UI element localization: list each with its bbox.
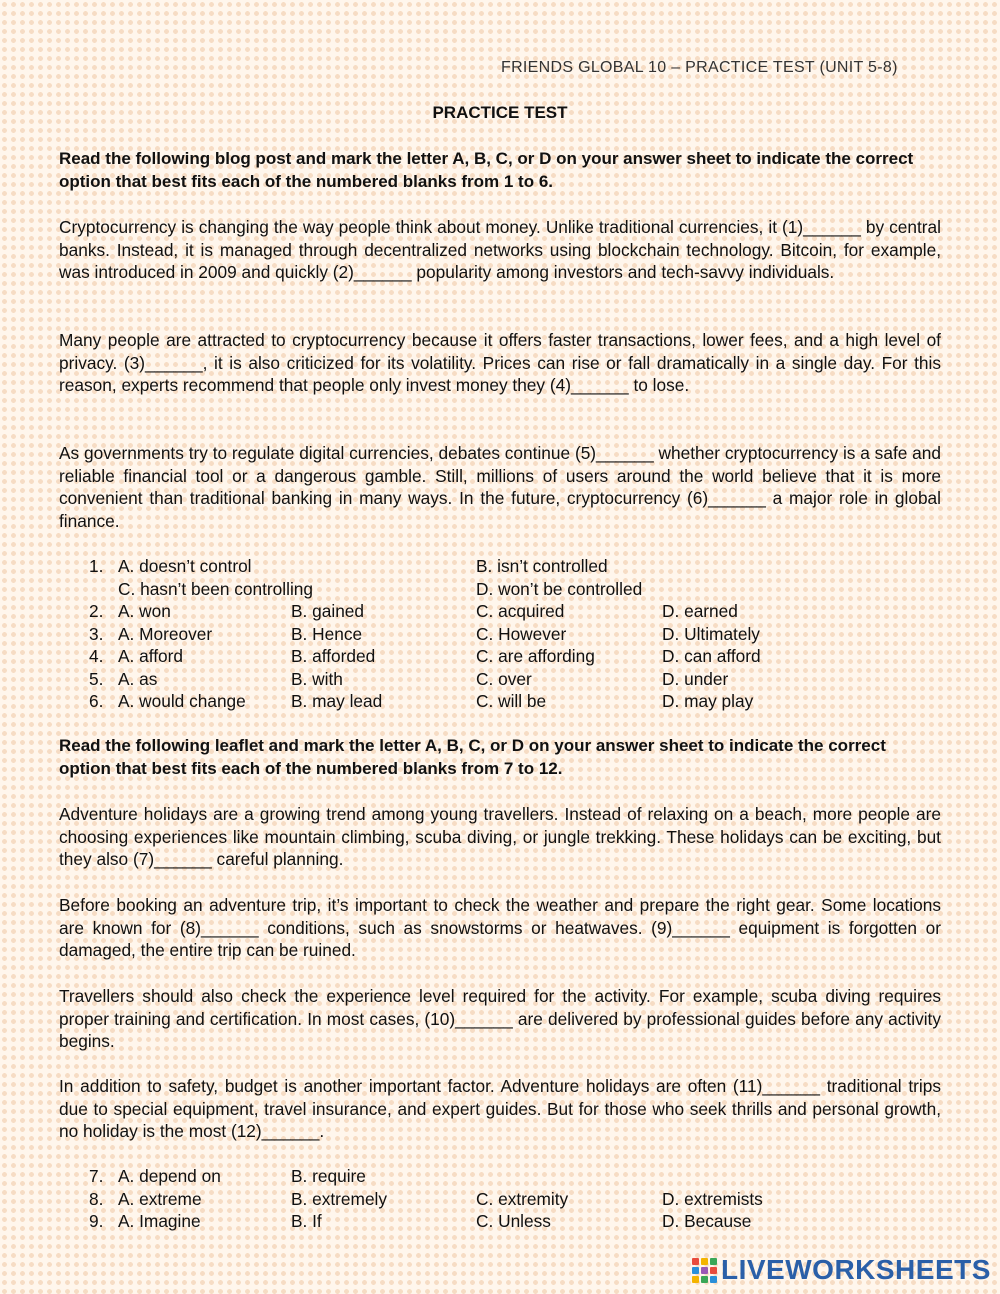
option-b[interactable]: B. isn’t controlled [476, 556, 608, 576]
option-b[interactable]: B. may lead [291, 691, 383, 711]
question-number: 3. [89, 623, 104, 644]
section1-instruction: Read the following blog post and mark the letter A, B, C, or D on your answer sheet to indicate the correct option that best fits each of the numbered blanks from 1 to 6. [59, 149, 914, 191]
option-d[interactable]: D. may play [662, 691, 754, 711]
question-number: 2. [89, 601, 104, 621]
option-a[interactable]: A. as [118, 668, 158, 689]
option-a[interactable]: A. doesn’t control [118, 556, 252, 576]
option-c[interactable]: C. will be [476, 691, 547, 711]
blog-paragraph-1: Cryptocurrency is changing the way people think about money. Unlike traditional currencies, it (1)______ by central banks. Instead, it is managed through decentralized networks using blockchain technology. Bitcoin, for example, was introduced in 2009 and quickly (2)______ popularity among investors and tech-savvy individuals. [59, 217, 941, 282]
question-number: 6. [89, 691, 104, 711]
option-c[interactable]: C. over [476, 668, 532, 689]
logo-blocks-icon [692, 1258, 717, 1283]
option-b[interactable]: B. extremely [291, 1188, 388, 1209]
option-c[interactable]: C. However [476, 623, 567, 644]
question-number: 4. [89, 646, 104, 666]
option-b[interactable]: B. gained [291, 601, 365, 621]
leaflet-paragraph-1: Adventure holidays are a growing trend among young travellers. Instead of relaxing on a beach, more people are choosing experiences like mountain climbing, scuba diving, or jungle trekking. These holidays can be exciting, but they also (7)______ careful planning. [59, 804, 941, 869]
option-a[interactable]: A. would change [118, 691, 246, 711]
liveworksheets-logo[interactable] [692, 1253, 991, 1287]
option-a[interactable]: A. afford [118, 646, 184, 666]
option-b[interactable]: B. afforded [291, 646, 376, 666]
option-c[interactable]: C. extremity [476, 1188, 569, 1209]
logo-text: LIVEWORKSHEETS [721, 1254, 991, 1285]
question-1 [59, 555, 941, 600]
blog-paragraph-2: Many people are attracted to cryptocurrency because it offers faster transactions, lower fees, and a high level of privacy. (3)______, it is also criticized for its volatility. Prices can rise or fall dramatically in a single day. For this reason, experts recommend that people only invest money they (4)______ to lose. [59, 330, 941, 395]
option-c[interactable]: C. are affording [476, 646, 595, 666]
question-number: 7. [89, 1166, 104, 1186]
option-b[interactable]: B. with [291, 668, 343, 689]
option-a[interactable]: A. Imagine [118, 1211, 201, 1231]
leaflet-paragraph-4: In addition to safety, budget is another important factor. Adventure holidays are often (11)______ traditional trips due to special equipment, travel insurance, and expert guides. But for those who seek thrills and personal growth, no holiday is the most (12)______. [59, 1076, 941, 1141]
option-d[interactable]: D. Because [662, 1211, 752, 1231]
page-header: FRIENDS GLOBAL 10 – PRACTICE TEST (UNIT 5-8) [501, 59, 898, 76]
question-number: 8. [89, 1188, 104, 1209]
option-a[interactable]: A. extreme [118, 1188, 202, 1209]
option-b[interactable]: B. Hence [291, 623, 363, 644]
question-number: 9. [89, 1211, 104, 1231]
option-d[interactable]: D. under [662, 668, 729, 689]
option-b[interactable]: B. require [291, 1166, 366, 1186]
option-d[interactable]: D. Ultimately [662, 623, 760, 644]
option-b[interactable]: B. If [291, 1211, 322, 1231]
option-c[interactable]: C. acquired [476, 601, 565, 621]
option-d[interactable]: D. can afford [662, 646, 761, 666]
question-number: 1. [89, 556, 104, 576]
option-a[interactable]: A. Moreover [118, 623, 213, 644]
question-number: 5. [89, 668, 104, 689]
option-a[interactable]: A. depend on [118, 1166, 221, 1186]
option-c[interactable]: C. hasn’t been controlling [118, 578, 314, 599]
option-d[interactable]: D. won’t be controlled [476, 578, 643, 599]
option-c[interactable]: C. Unless [476, 1211, 551, 1231]
page-title: PRACTICE TEST [432, 103, 568, 122]
blog-paragraph-3: As governments try to regulate digital currencies, debates continue (5)______ whether cryptocurrency is a safe and reliable financial tool or a dangerous gamble. Still, millions of users around the world believe that it is more convenient than traditional banking in many ways. In the future, cryptocurrency (6)______ a major role in global finance. [59, 443, 941, 531]
option-d[interactable]: D. earned [662, 601, 738, 621]
section2-instruction: Read the following leaflet and mark the letter A, B, C, or D on your answer sheet to indicate the correct option that best fits each of the numbered blanks from 7 to 12. [59, 736, 886, 778]
leaflet-paragraph-2: Before booking an adventure trip, it’s important to check the weather and prepare the right gear. Some locations are known for (8)______ conditions, such as snowstorms or heatwaves. (9)______ equipment is forgotten or damaged, the entire trip can be ruined. [59, 895, 941, 960]
leaflet-paragraph-3: Travellers should also check the experience level required for the activity. For example, scuba diving requires proper training and certification. In most cases, (10)______ are delivered by professional guides before any activity begins. [59, 986, 941, 1051]
option-a[interactable]: A. won [118, 601, 171, 621]
option-d[interactable]: D. extremists [662, 1188, 763, 1209]
